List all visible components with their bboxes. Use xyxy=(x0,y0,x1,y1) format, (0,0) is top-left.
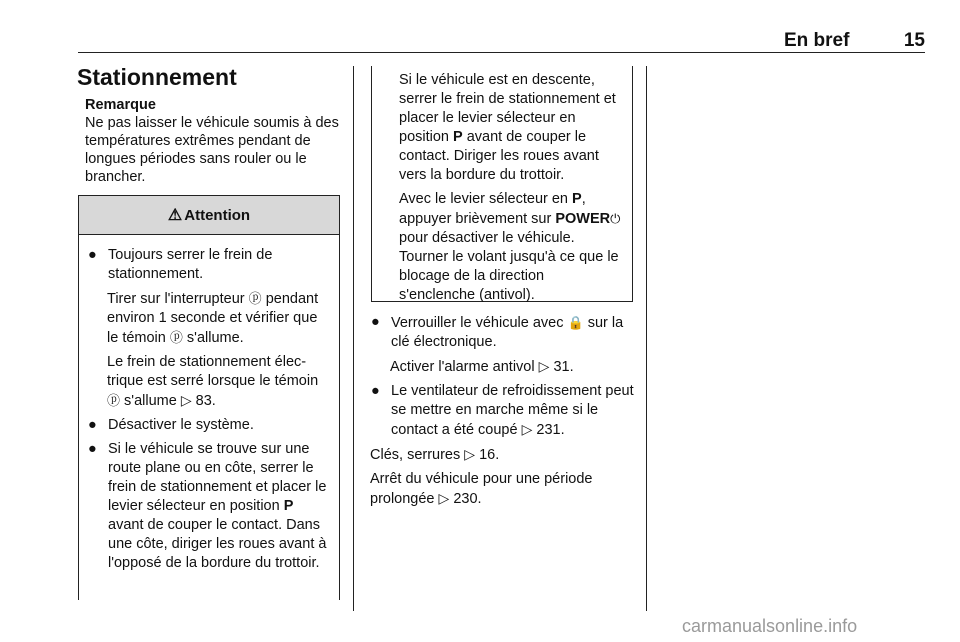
sub-paragraph: Activer l'alarme antivol ▷ 31. xyxy=(390,358,574,375)
continued-attention-box xyxy=(371,66,633,302)
list-item xyxy=(370,313,635,352)
list-item-text: Désactiver le système. xyxy=(108,417,254,433)
column-divider-1 xyxy=(353,66,354,611)
reference-arrow-icon: ▷ xyxy=(180,392,192,408)
list-item xyxy=(87,246,331,284)
attention-body xyxy=(79,235,339,573)
power-label: POWER xyxy=(555,211,611,227)
bullet-icon: ● xyxy=(88,247,97,263)
header-rule xyxy=(78,52,925,53)
section-title: Stationnement xyxy=(77,64,237,90)
bullet-icon: ● xyxy=(371,314,380,330)
page-number: 15 xyxy=(903,30,925,51)
list-item-text: Verrouiller le véhicule avec 🔒 sur la clé électronique. xyxy=(391,315,624,350)
header-title: En bref xyxy=(784,30,850,51)
bullet-icon: ● xyxy=(88,441,97,457)
attention-box xyxy=(78,195,340,600)
watermark: carmanualsonline.info xyxy=(682,616,858,636)
page-reference[interactable]: 83. xyxy=(195,393,216,409)
page-reference[interactable]: 31. xyxy=(553,359,574,375)
note-block xyxy=(85,96,343,186)
sub-paragraph: Le frein de stationnement électrique est serré lorsque le témoin ⓟ s'allume ▷ 83. xyxy=(107,354,319,409)
page-reference[interactable]: 230. xyxy=(453,491,482,507)
column-2-text xyxy=(370,313,635,514)
list-item-text: Si le véhicule se trouve sur une route plane ou en côte, serrer le frein de stationnement et placer le levier sélecteur en position P avant de couper le contact. Dans une côte, diriger les roues avant à l'opposé de la bordure du trottoir. xyxy=(108,441,327,571)
page-reference[interactable]: 16. xyxy=(479,447,500,463)
paragraph: Arrêt du véhicule pour une période prolongée ▷ 230. xyxy=(370,471,593,507)
list-item-text: Le ventilateur de refroidissement peut se mettre en marche même si le contact a été coupé ▷ 231. xyxy=(391,383,634,438)
note-heading: Remarque xyxy=(85,97,156,113)
lock-icon: 🔒 xyxy=(567,315,584,330)
bullet-icon: ● xyxy=(371,383,380,399)
reference-arrow-icon: ▷ xyxy=(438,490,450,506)
attention-header xyxy=(79,195,339,235)
list-item-text: Toujours serrer le frein de stationnement. xyxy=(108,247,273,282)
parking-brake-icon: ⓟ xyxy=(169,330,183,345)
power-icon: ⏻ xyxy=(610,211,621,226)
parking-brake-icon: ⓟ xyxy=(107,393,121,408)
sub-paragraph: Tirer sur l'interrupteur ⓟ pendant environ 1 seconde et vérifier que le témoin ⓟ s'allume. xyxy=(107,291,319,346)
page-reference[interactable]: 231. xyxy=(536,422,565,438)
parking-brake-icon: ⓟ xyxy=(248,291,262,306)
box-paragraph: Si le véhicule est en descente, serrer le frein de stationnement et placer le levier sélecteur en position P avant de couper le contact. Diriger les roues avant vers la bordure du trottoir. xyxy=(399,72,616,183)
reference-arrow-icon: ▷ xyxy=(464,446,476,462)
reference-arrow-icon: ▷ xyxy=(521,421,533,437)
paragraph: Clés, serrures ▷ 16. xyxy=(370,446,500,463)
column-divider-2 xyxy=(646,66,647,611)
reference-arrow-icon: ▷ xyxy=(538,358,550,374)
list-item xyxy=(370,382,635,440)
list-item xyxy=(87,416,331,435)
note-text: Ne pas laisser le véhicule soumis à des températures extrêmes pendant de longues périodes sans rouler ou le brancher. xyxy=(85,115,339,185)
box-paragraph: Avec le levier sélecteur en P, appuyer brièvement sur POWER⏻ pour désactiver le véhicule. Tourner le volant jusqu'à ce que le blocage de la direction s'enclenche (antivol). xyxy=(399,191,621,303)
bullet-icon: ● xyxy=(88,417,97,433)
list-item xyxy=(87,440,331,573)
attention-title: Attention xyxy=(184,206,251,224)
warning-icon: ⚠ xyxy=(167,207,183,224)
